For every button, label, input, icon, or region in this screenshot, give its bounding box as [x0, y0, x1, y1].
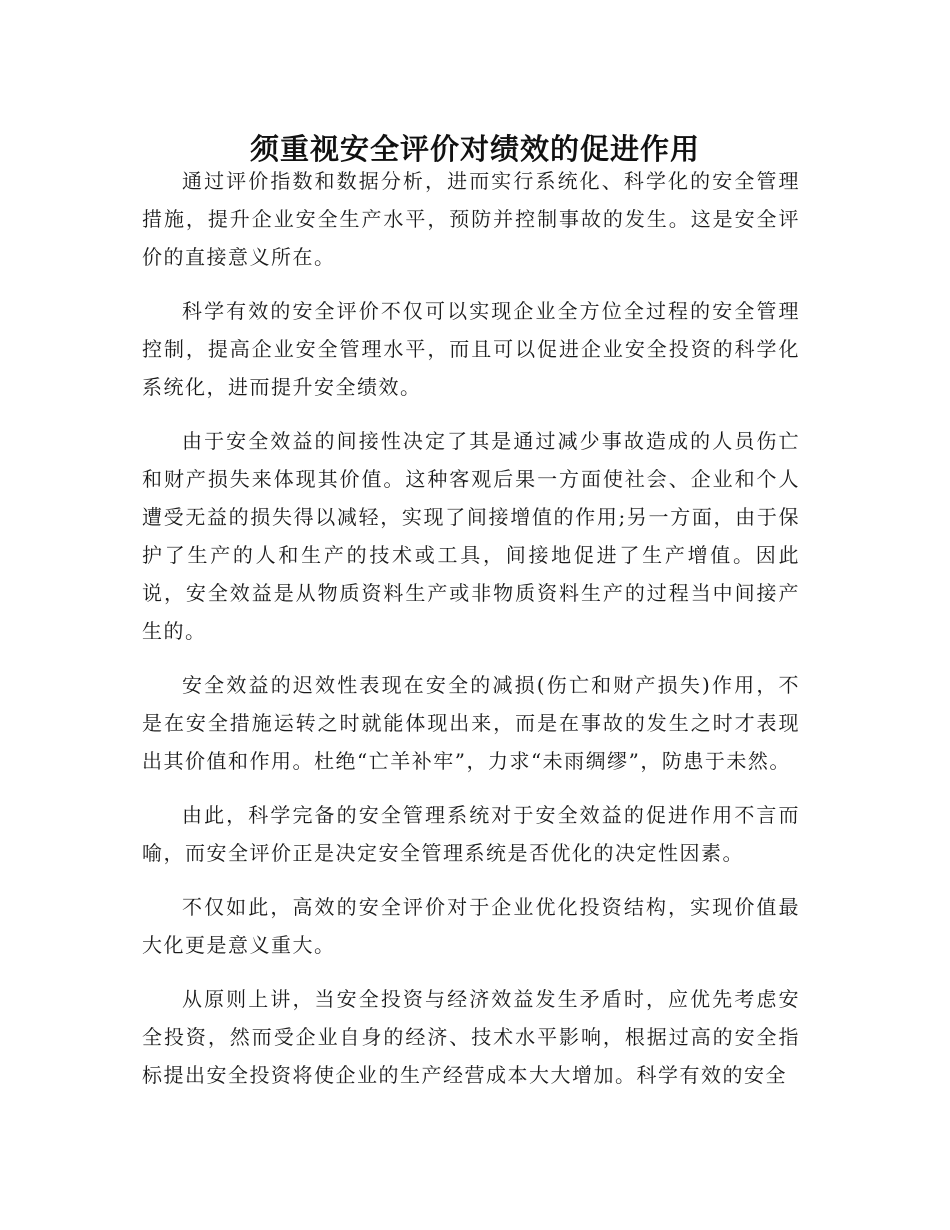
paragraph: 不仅如此，高效的安全评价对于企业优化投资结构，实现价值最大化更是意义重大。	[142, 895, 800, 957]
paragraph: 科学有效的安全评价不仅可以实现企业全方位全过程的安全管理控制，提高企业安全管理水平，而且可以促进企业安全投资的科学化系统化，进而提升安全绩效。	[142, 299, 800, 399]
paragraph: 通过评价指数和数据分析，进而实行系统化、科学化的安全管理措施，提升企业安全生产水平，预防并控制事故的发生。这是安全评价的直接意义所在。	[142, 169, 800, 269]
paragraph: 安全效益的迟效性表现在安全的减损(伤亡和财产损失)作用，不是在安全措施运转之时就能体现出来，而是在事故的发生之时才表现出其价值和作用。杜绝“亡羊补牢”，力求“未雨绸缪”，防患于未然。	[142, 673, 800, 773]
paragraph: 从原则上讲，当安全投资与经济效益发生矛盾时，应优先考虑安全投资，然而受企业自身的经济、技术水平影响，根据过高的安全指标提出安全投资将使企业的生产经营成本大大增加。科学有效的安全	[142, 987, 800, 1087]
paragraph: 由此，科学完备的安全管理系统对于安全效益的促进作用不言而喻，而安全评价正是决定安全管理系统是否优化的决定性因素。	[142, 803, 800, 865]
document-title: 须重视安全评价对绩效的促进作用	[249, 132, 700, 167]
paragraph: 由于安全效益的间接性决定了其是通过减少事故造成的人员伤亡和财产损失来体现其价值。这种客观后果一方面使社会、企业和个人遭受无益的损失得以减轻，实现了间接增值的作用;另一方面，由于保护了生产的人和生产的技术或工具，间接地促进了生产增值。因此说，安全效益是从物质资料生产或非物质资料生产的过程当中间接产生的。	[142, 429, 800, 643]
document-body	[142, 162, 800, 1110]
